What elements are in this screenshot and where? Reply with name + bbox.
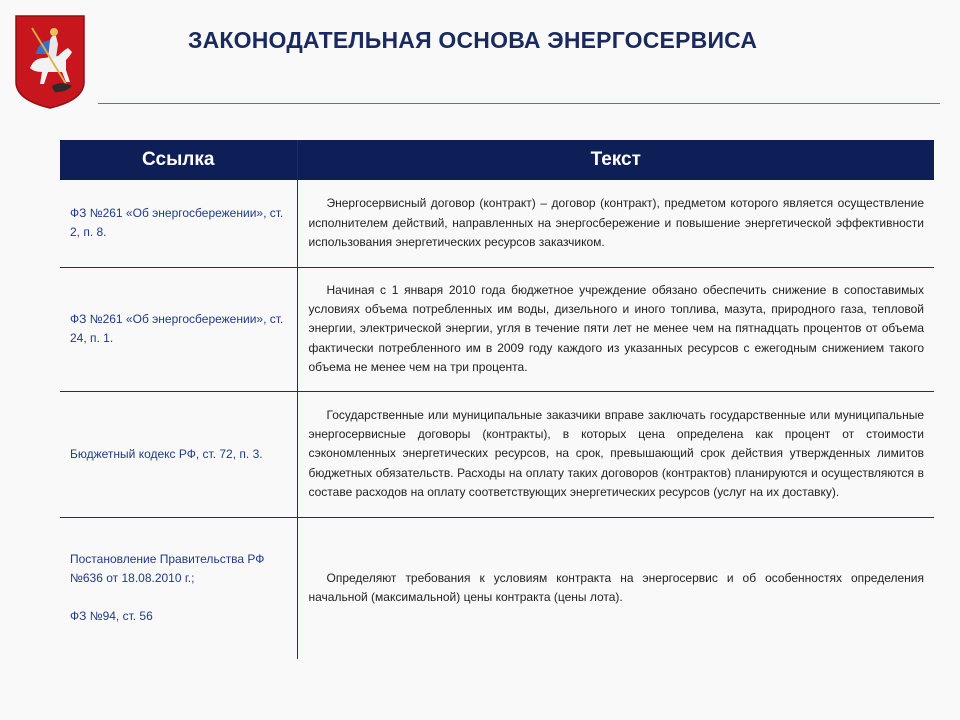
table-row xyxy=(60,391,934,517)
text-cell-content: Государственные или муниципальные заказчики вправе заключать государственные или муниципальные энергосервисные договоры (контракты), в которых цена определена как процент от стоимости сэкономленных энергетических ресурсов, на срок, превышающий срок действия утвержденных лимитов бюджетных обязательств. Расходы на оплату таких договоров (контрактов) планируются и осуществляются в составе расходов на оплату соответствующих энергетических ресурсов (услуг на их доставку). xyxy=(308,407,924,499)
reference-text: Постановление Правительства РФ №636 от 18.08.2010 г.; xyxy=(70,552,265,586)
text-cell-content: Определяют требования к условиям контракта на энергосервис и об особенностях определения начальной (максимальной) цены контракта (цены лота). xyxy=(308,570,924,605)
reference-cell: ФЗ №261 «Об энергосбережении», ст. 2, п. 8. xyxy=(60,180,297,267)
column-header-reference: Ссылка xyxy=(60,140,297,180)
reference-cell xyxy=(60,517,297,659)
column-header-text: Текст xyxy=(297,140,934,180)
text-cell xyxy=(297,391,934,517)
text-cell xyxy=(297,517,934,659)
table-row xyxy=(60,267,934,391)
reference-cell: ФЗ №261 «Об энергосбережении», ст. 24, п. 1. xyxy=(60,267,297,391)
table-row xyxy=(60,517,934,659)
text-cell xyxy=(297,267,934,391)
text-cell-content: Энергосервисный договор (контракт) – договор (контракт), предметом которого является осуществление исполнителем действий, направленных на энергосбережение и повышение энергетической эффективности использования энергетических ресурсов заказчиком. xyxy=(308,196,924,249)
text-cell-content: Начиная с 1 января 2010 года бюджетное учреждение обязано обеспечить снижение в сопоставимых условиях объема потребленных им воды, дизельного и иного топлива, мазута, природного газа, тепловой энергии, электрической энергии, угля в течение пяти лет не менее чем на пятнадцать процентов от объема фактически потребленного им в 2009 году каждого из указанных ресурсов с ежегодным снижением такого объема не менее чем на три процента. xyxy=(308,282,924,374)
table-header-row xyxy=(60,140,934,180)
table-row xyxy=(60,180,934,267)
moscow-coat-of-arms-icon xyxy=(14,14,86,110)
reference-extra-text: ФЗ №94, ст. 56 xyxy=(70,609,153,624)
text-cell xyxy=(297,180,934,267)
legislation-table xyxy=(60,140,934,659)
title-divider xyxy=(98,103,940,104)
page-title: ЗАКОНОДАТЕЛЬНАЯ ОСНОВА ЭНЕРГОСЕРВИСА xyxy=(188,27,758,53)
reference-cell: Бюджетный кодекс РФ, ст. 72, п. 3. xyxy=(60,391,297,517)
